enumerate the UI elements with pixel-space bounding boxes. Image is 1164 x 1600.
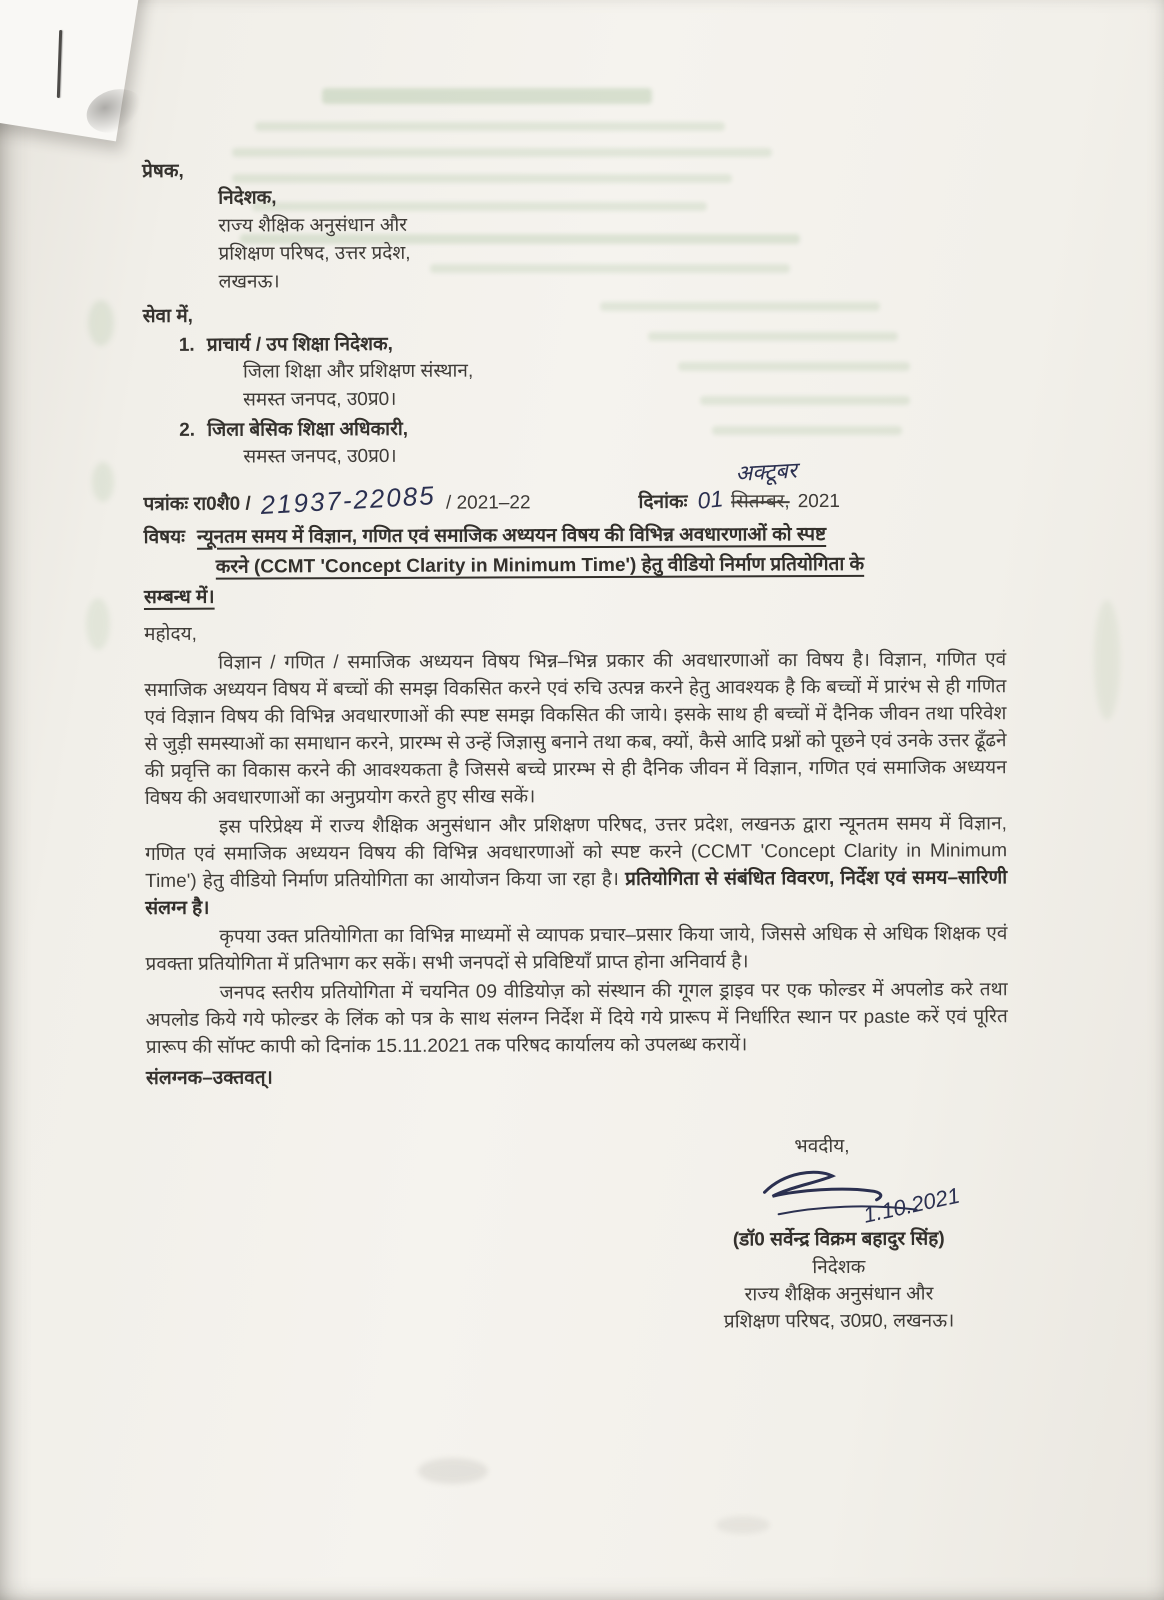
- recipient-line: जिला शिक्षा और प्रशिक्षण संस्थान,: [242, 360, 474, 383]
- sender-line: प्रशिक्षण परिषद, उत्तर प्रदेश,: [218, 242, 411, 265]
- pencil-smudge: [418, 1458, 488, 1484]
- sender-address: [218, 181, 1004, 296]
- recipient-item-2: [179, 413, 1005, 472]
- recipient-number: 1.: [178, 334, 195, 356]
- body-paragraph-3: [145, 920, 1007, 978]
- ink-smudge: [86, 598, 110, 650]
- paragraph-bold-text: प्रतियोगिता से संबंधित विवरण, निर्देश एवं समय–सारिणी संलग्न है।: [145, 867, 1008, 919]
- recipient-title: प्राचार्य / उप शिक्षा निदेशक,: [206, 333, 393, 356]
- subject-text: न्यूनतम समय में विज्ञान, गणित एवं समाजिक अध्ययन विषय की विभिन्न अवधारणाओं को स्पष्ट: [196, 524, 827, 548]
- signature-date-handwritten: 1.10.2021: [861, 1182, 962, 1228]
- ink-smudge: [88, 300, 114, 346]
- subject-line-3: [144, 580, 1006, 611]
- letter-number-suffix: / 2021–22: [445, 492, 531, 514]
- sender-line: निदेशक,: [218, 187, 277, 209]
- sender-label: प्रेषक,: [142, 160, 184, 182]
- paragraph-text: कृपया उक्त प्रतियोगिता का विभिन्न माध्यमों से व्यापक प्रचार–प्रसार किया जाये, जिससे अधिक से अधिक शिक्षक एवं प्रवक्ता प्रतियोगिता में प्रतिभाग कर सकें। सभी जनपदों से प्रविष्टियाँ प्राप्त होना अनिवार्य है।: [145, 923, 1008, 975]
- signatory-name: (डॉ0 सर्वेन्द्र विक्रम बहादुर सिंह): [732, 1228, 945, 1251]
- closing-salutation: भवदीय,: [794, 1135, 850, 1158]
- paragraph-text: जनपद स्तरीय प्रतियोगिता में चयनित 09 वीडियोज़ को संस्थान की गूगल ड्राइव पर एक फोल्डर में अपलोड करे तथा अपलोड किये गये फोल्डर के लिंक को पत्र के साथ संलग्न निर्देश में दिये गये प्रारूप में निर्धारित स्थान पर paste करें एवं पूरित प्रारूप की सॉफ्ट कापी को दिनांक 15.11.2021 तक परिषद कार्यालय को उपलब्ध करायें।: [145, 979, 1008, 1058]
- date-year: 2021: [797, 490, 841, 513]
- paragraph-text: इस परिप्रेक्ष्य में राज्य शैक्षिक अनुसंधान और प्रशिक्षण परिषद, उत्तर प्रदेश, लखनऊ द्वारा न्यूनतम समय में विज्ञान, गणित एवं समाजिक अध्ययन विषय की विभिन्न अवधारणाओं को स्पष्ट करने (CCMT 'Concept Clarity in Minimum Time') हेतु वीडियो निर्माण प्रतियोगिता का आयोजन किया जा रहा है।: [144, 813, 1008, 892]
- date-day-handwritten: 01: [696, 485, 725, 514]
- bleed-through-mark: [322, 88, 652, 104]
- sender-line: लखनऊ।: [218, 271, 280, 293]
- subject-label: विषयः: [143, 526, 186, 548]
- date-label: दिनांकः: [638, 491, 688, 513]
- date-month: [730, 457, 798, 515]
- subject-text: सम्बन्ध में।: [143, 586, 215, 608]
- subject-block: [144, 520, 1006, 611]
- letter-number-handwritten: 21937-22085: [259, 480, 437, 521]
- letter-body: [142, 154, 1009, 1338]
- recipient-line: समस्त जनपद, उ0प्र0।: [243, 388, 397, 411]
- recipient-item-1: [179, 328, 1005, 415]
- recipient-title: जिला बेसिक शिक्षा अधिकारी,: [207, 418, 409, 441]
- body-paragraph-1: [144, 646, 1007, 812]
- enclosure-note: संलग्नक–उक्तवत्।: [145, 1067, 273, 1089]
- recipient-line: समस्त जनपद, उ0प्र0।: [243, 445, 397, 468]
- recipient-address: [243, 440, 1005, 471]
- ink-smudge: [1094, 600, 1120, 720]
- sender-block: [142, 154, 1005, 297]
- signature-scribble: [666, 1165, 1010, 1228]
- reference-line: [143, 457, 1005, 521]
- ink-smudge: [92, 462, 114, 502]
- sender-line: राज्य शैक्षिक अनुसंधान और: [218, 214, 408, 237]
- signatory-designation: निदेशक: [812, 1256, 866, 1279]
- bleed-through-mark: [255, 122, 725, 131]
- subject-text: करने (CCMT 'Concept Clarity in Minimum Time') हेतु वीडियो निर्माण प्रतियोगिता के: [215, 553, 865, 578]
- signatory-organization-line: राज्य शैक्षिक अनुसंधान और: [744, 1283, 934, 1306]
- subject-line-2: [216, 550, 1006, 580]
- recipient-label: सेवा में,: [142, 305, 193, 327]
- salutation: महोदय,: [144, 623, 197, 645]
- signature-block: [666, 1165, 1011, 1335]
- month-struck-out: सितम्बर,: [730, 491, 790, 513]
- month-correction-handwritten: अक्टूबर: [734, 457, 798, 487]
- subject-line-1: [144, 520, 1006, 551]
- letter-number-label: पत्रांकः रा0शै0 /: [143, 493, 251, 515]
- body-paragraph-2: [145, 810, 1007, 922]
- signatory-organization-line: प्रशिक्षण परिषद, उ0प्र0, लखनऊ।: [723, 1310, 955, 1333]
- recipient-number: 2.: [179, 419, 196, 441]
- paragraph-text: विज्ञान / गणित / समाजिक अध्ययन विषय भिन्न–भिन्न प्रकार की अवधारणाओं का विषय है। विज्ञान, गणित एवं समाजिक अध्ययन विषय में बच्चों की समझ विकसित करने एवं रुचि उत्पन्न करने हेतु आवश्यक है कि बच्चों में प्रारंभ से ही गणित एवं विज्ञान विषय की विभिन्न अवधारणाओं की स्पष्ट समझ विकसित की जाये। इसके साथ ही बच्चों में दैनिक जीवन तथा परिवेश से जुड़ी समस्याओं का समाधान करने, प्रारम्भ से उन्हें जिज्ञासु बनाने तथा कब, क्यों, कैसे आदि प्रश्नों को पूछने एवं उनके उत्तर ढूँढने की प्रवृत्ति का विकास करने की आवश्यकता है जिससे बच्चे प्रारम्भ से ही दैनिक जीवन में विज्ञान, गणित एवं समाजिक अध्ययन विषय की अवधारणाओं का अनुप्रयोग करते हुए सीख सकें।: [144, 649, 1007, 809]
- recipient-address: [243, 355, 1005, 414]
- pencil-smudge: [716, 1516, 770, 1534]
- body-paragraph-4: [146, 976, 1008, 1061]
